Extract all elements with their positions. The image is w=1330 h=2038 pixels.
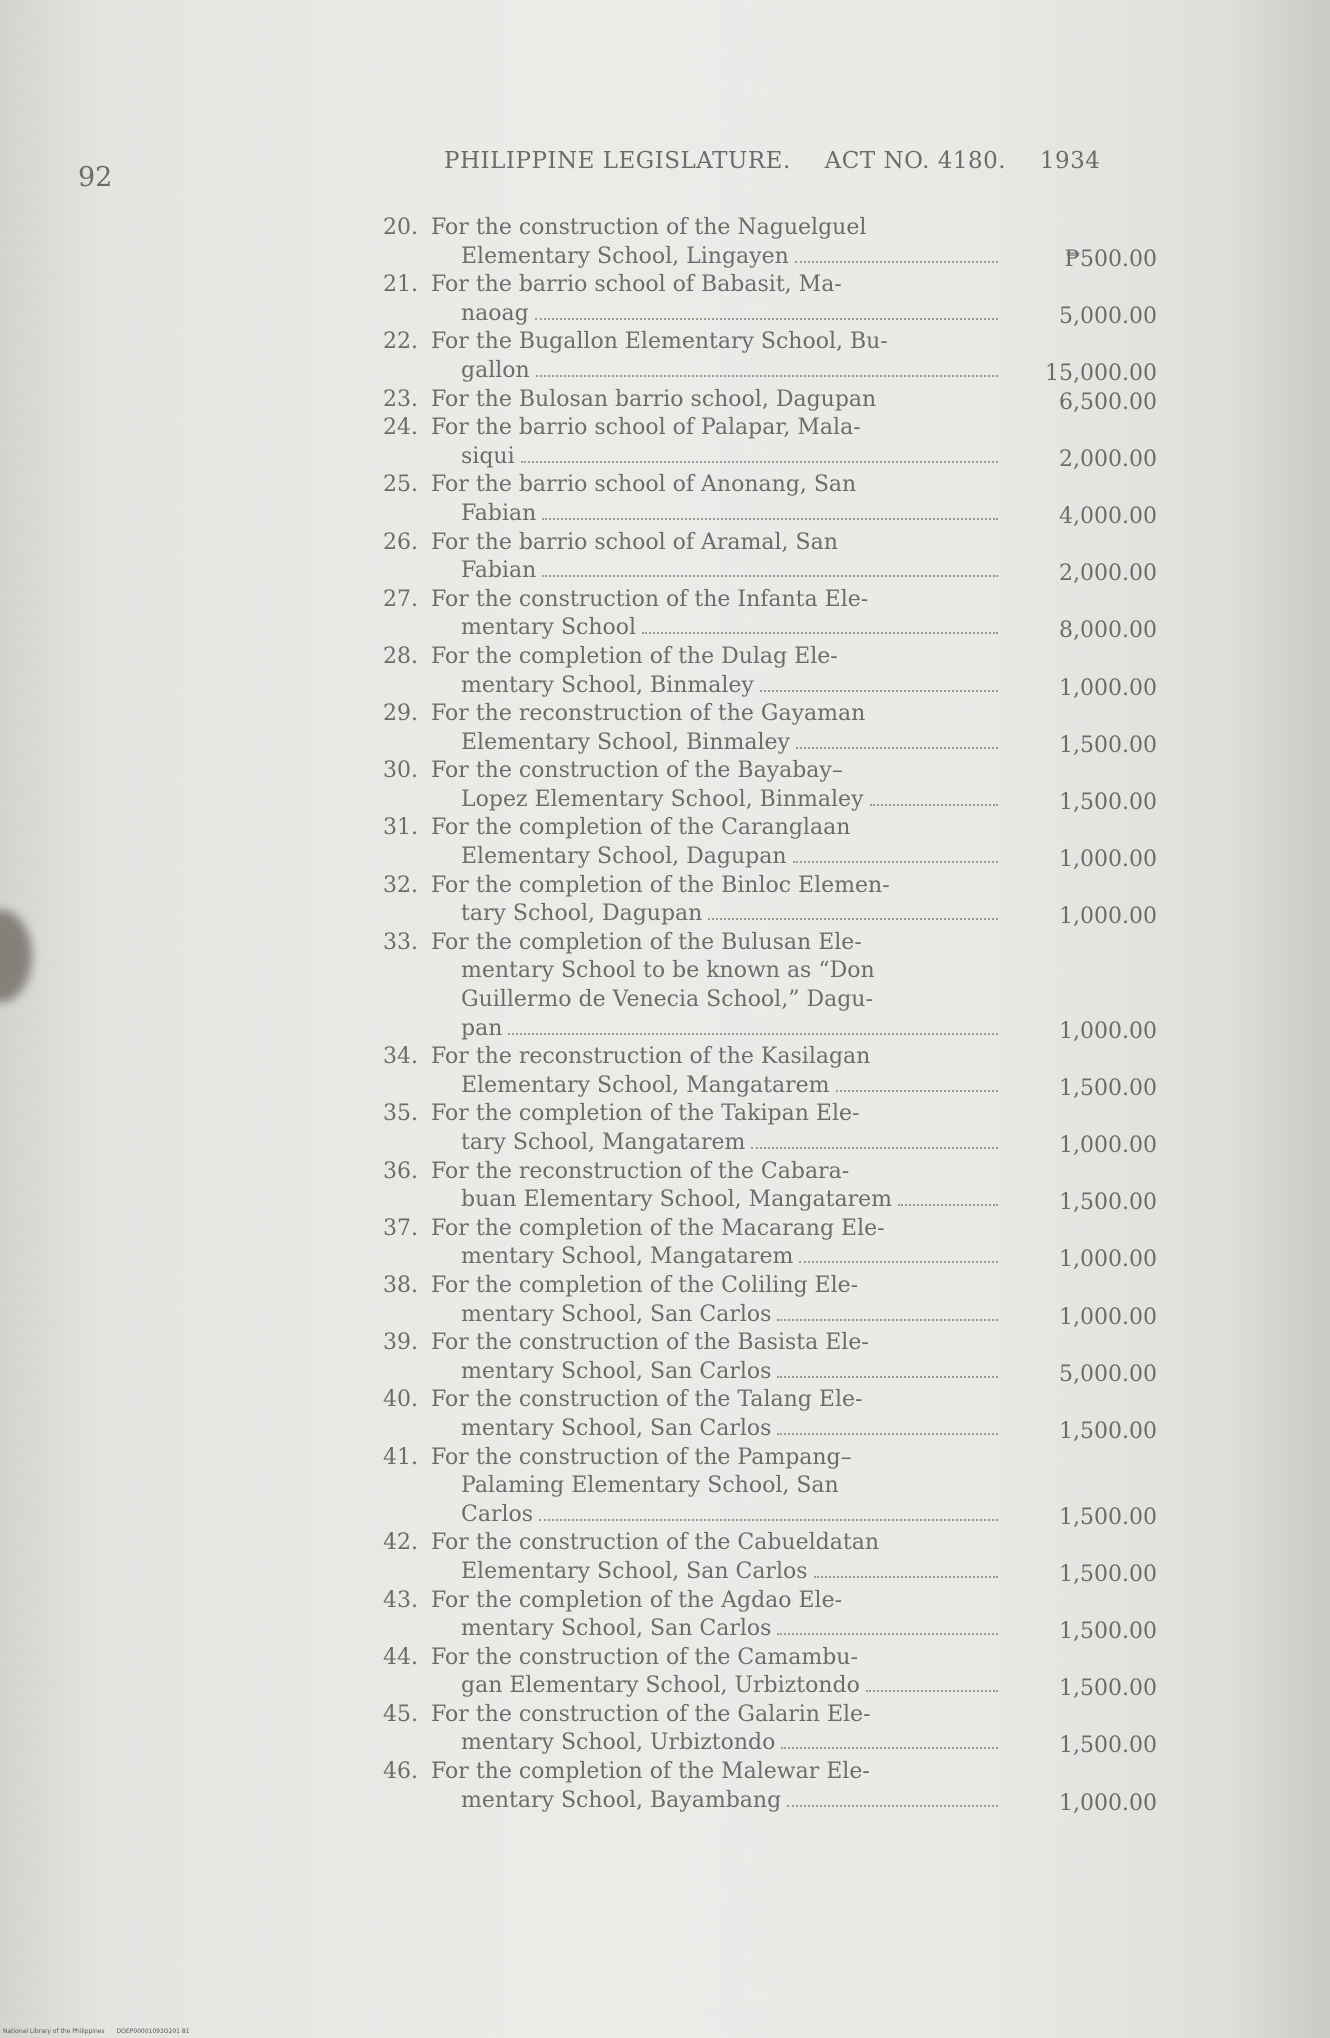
dot-leader [836, 1090, 999, 1092]
dot-leader [777, 1633, 998, 1635]
item-line-text: mentary School [461, 615, 637, 641]
item-description [431, 1758, 1330, 1815]
list-item [372, 1644, 1172, 1701]
item-line [461, 243, 1000, 272]
list-item [372, 414, 1172, 471]
item-amount: 15,000.00 [1045, 360, 1157, 386]
item-description [431, 414, 1330, 471]
item-number: 46. [383, 1759, 418, 1785]
item-amount: 1,500.00 [1059, 1676, 1157, 1702]
dot-leader [508, 1033, 998, 1035]
item-description [431, 386, 1330, 415]
item-number: 38. [383, 1272, 418, 1298]
item-line-text: Lopez Elementary School, Binmaley [461, 786, 864, 812]
item-amount: 1,000.00 [1059, 1133, 1157, 1158]
item-amount: 1,000.00 [1059, 904, 1157, 930]
item-line: Palaming Elementary School, San [461, 1473, 839, 1499]
item-amount: 2,000.00 [1059, 561, 1157, 587]
item-description [431, 929, 1330, 1043]
publication-title: PHILIPPINE LEGISLATURE. [444, 148, 791, 174]
item-number: 39. [383, 1330, 418, 1356]
item-description [431, 700, 1330, 757]
item-line [461, 1301, 1000, 1330]
item-line: For the completion of the Bulusan Ele- [431, 929, 862, 955]
item-line: For the barrio school of Palapar, Mala- [431, 415, 861, 441]
dot-leader [751, 1147, 998, 1149]
item-amount: 5,000.00 [1059, 1361, 1157, 1387]
item-line-text: Elementary School, Binmaley [461, 729, 790, 755]
item-amount: 1,500.00 [1059, 1075, 1157, 1101]
item-line [461, 1501, 1000, 1530]
item-line: For the Bugallon Elementary School, Bu- [431, 329, 888, 355]
dot-leader [777, 1376, 998, 1378]
item-number: 35. [383, 1101, 418, 1127]
dot-leader [521, 461, 998, 463]
item-number: 45. [383, 1701, 418, 1727]
item-number: 23. [383, 386, 418, 412]
item-amount: 1,000.00 [1059, 1247, 1157, 1273]
item-description [431, 1329, 1330, 1386]
list-item [372, 1701, 1172, 1758]
item-line: For the reconstruction of the Kasilagan [431, 1044, 871, 1070]
item-line [461, 357, 1000, 386]
item-description [431, 271, 1330, 328]
item-amount: ₱500.00 [1064, 246, 1157, 272]
item-line-text: naoag [461, 300, 529, 326]
item-number: 33. [383, 929, 418, 955]
list-item [372, 1329, 1172, 1386]
item-line-text: Elementary School, Dagupan [461, 844, 787, 870]
dot-leader [536, 375, 998, 377]
item-line: For the construction of the Pampang– [431, 1444, 852, 1470]
item-number: 26. [383, 529, 418, 555]
act-year: 1934 [1039, 148, 1101, 174]
item-line-text: gallon [461, 357, 530, 383]
item-number: 24. [383, 415, 418, 441]
item-number: 41. [383, 1444, 418, 1470]
item-line: For the construction of the Galarin Ele- [431, 1701, 871, 1727]
item-line [461, 443, 1000, 472]
item-amount: 1,500.00 [1059, 732, 1157, 758]
item-line-text: Fabian [461, 558, 537, 584]
item-number: 42. [383, 1530, 418, 1556]
list-item [372, 529, 1172, 586]
scan-thumb-shadow [0, 910, 32, 1002]
dot-leader [760, 690, 998, 692]
item-line-text: siqui [461, 443, 515, 469]
item-line-text: mentary School, Bayambang [461, 1787, 782, 1813]
item-line-text: buan Elementary School, Mangatarem [461, 1187, 893, 1213]
item-line: For the reconstruction of the Gayaman [431, 701, 866, 727]
list-item [372, 757, 1172, 814]
item-description [431, 643, 1330, 700]
item-description [431, 1043, 1330, 1100]
item-line: For the completion of the Coliling Ele- [431, 1272, 859, 1298]
item-description [431, 214, 1330, 271]
item-amount: 1,500.00 [1059, 1733, 1157, 1759]
item-line: For the completion of the Dulag Ele- [431, 643, 838, 669]
item-description [431, 1386, 1330, 1443]
item-line-text: mentary School, San Carlos [461, 1301, 772, 1327]
scan-footer [3, 2028, 200, 2035]
list-item [372, 1758, 1172, 1815]
item-line [461, 1415, 1000, 1444]
item-amount: 1,000.00 [1059, 675, 1157, 701]
item-line-text: Elementary School, Mangatarem [461, 1072, 830, 1098]
item-number: 37. [383, 1215, 418, 1241]
dot-leader [799, 1261, 998, 1263]
item-description [431, 872, 1330, 929]
item-line-text: mentary School, San Carlos [461, 1358, 772, 1384]
item-line [461, 1358, 1000, 1387]
dot-leader [542, 518, 998, 520]
item-amount: 1,500.00 [1059, 789, 1157, 815]
item-line: For the completion of the Agdao Ele- [431, 1587, 843, 1613]
act-number: ACT NO. 4180. [824, 148, 1007, 174]
item-description [431, 1444, 1330, 1530]
item-line [461, 1129, 1000, 1158]
item-description [431, 1644, 1330, 1701]
item-description [431, 1529, 1330, 1586]
item-number: 22. [383, 329, 418, 355]
item-line: For the reconstruction of the Cabara- [431, 1158, 850, 1184]
item-description [431, 1215, 1330, 1272]
dot-leader [793, 861, 998, 863]
item-line: For the barrio school of Aramal, San [431, 529, 838, 555]
item-line: For the completion of the Binloc Elemen- [431, 872, 890, 898]
item-amount: 1,500.00 [1059, 1418, 1157, 1444]
item-number: 30. [383, 758, 418, 784]
item-line-text: For the Bulosan barrio school, Dagupan [431, 386, 877, 412]
item-line-text: mentary School, Binmaley [461, 672, 754, 698]
list-item [372, 700, 1172, 757]
item-number: 20. [383, 215, 418, 240]
item-amount: 2,000.00 [1059, 446, 1157, 472]
item-description [431, 814, 1330, 871]
item-line [461, 843, 1000, 872]
footer-library: National Library of the Philippines [3, 2028, 105, 2035]
item-description [431, 757, 1330, 814]
item-number: 29. [383, 701, 418, 727]
dot-leader [642, 632, 998, 634]
item-description [431, 529, 1330, 586]
item-description [431, 1272, 1330, 1329]
item-amount: 1,500.00 [1059, 1190, 1157, 1216]
item-line: For the construction of the Cabueldatan [431, 1530, 879, 1556]
item-line: For the barrio school of Babasit, Ma- [431, 272, 842, 298]
list-item [372, 471, 1172, 528]
dot-leader [787, 1805, 998, 1807]
item-number: 34. [383, 1044, 418, 1070]
list-item [372, 214, 1172, 271]
item-number: 40. [383, 1387, 418, 1413]
dot-leader [542, 575, 998, 577]
dot-leader [708, 918, 998, 920]
item-line: For the construction of the Camambu- [431, 1644, 858, 1670]
item-line: For the completion of the Caranglaan [431, 815, 851, 841]
item-line [461, 1729, 1000, 1758]
list-item [372, 1158, 1172, 1215]
item-line-text: mentary School, San Carlos [461, 1415, 772, 1441]
list-item [372, 643, 1172, 700]
item-amount: 5,000.00 [1059, 303, 1157, 329]
dot-leader [535, 318, 998, 320]
list-item [372, 872, 1172, 929]
item-line [461, 500, 1000, 529]
dot-leader [777, 1433, 998, 1435]
item-line [461, 557, 1000, 586]
list-item [372, 386, 1172, 415]
item-amount: 8,000.00 [1059, 618, 1157, 644]
item-line [461, 900, 1000, 929]
list-item [372, 1100, 1172, 1157]
item-line: For the construction of the Basista Ele- [431, 1330, 869, 1356]
item-description [431, 471, 1330, 528]
item-line [461, 300, 1000, 329]
item-amount: 1,500.00 [1059, 1619, 1157, 1645]
item-line [461, 1072, 1000, 1101]
item-line-text: pan [461, 1015, 503, 1041]
item-line [461, 1615, 1000, 1644]
item-line [461, 1787, 1000, 1816]
item-line: For the construction of the Naguelguel [431, 215, 867, 240]
item-line: For the completion of the Macarang Ele- [431, 1215, 885, 1241]
item-line [461, 614, 1000, 643]
item-line: For the completion of the Takipan Ele- [431, 1101, 860, 1127]
list-item [372, 1215, 1172, 1272]
list-item [372, 1272, 1172, 1329]
item-line [461, 1015, 1000, 1044]
item-line-text: Elementary School, Lingayen [461, 243, 789, 269]
running-head [444, 148, 1126, 174]
item-amount: 6,500.00 [1059, 389, 1157, 415]
item-line-text: mentary School, Urbiztondo [461, 1730, 776, 1756]
item-line-text: mentary School, San Carlos [461, 1616, 772, 1642]
list-item [372, 586, 1172, 643]
item-description [431, 328, 1330, 385]
dot-leader [777, 1319, 998, 1321]
item-line: For the completion of the Malewar Ele- [431, 1759, 870, 1785]
item-number: 21. [383, 272, 418, 298]
list-item [372, 1444, 1172, 1530]
dot-leader [781, 1747, 998, 1749]
item-amount: 1,500.00 [1059, 1561, 1157, 1587]
item-description [431, 1158, 1330, 1215]
footer-code: DOEP00001093O201 81 [116, 2028, 190, 2035]
list-item [372, 328, 1172, 385]
list-item [372, 271, 1172, 328]
item-line-text: tary School, Dagupan [461, 901, 703, 927]
item-number: 32. [383, 872, 418, 898]
item-number: 25. [383, 472, 418, 498]
item-line-text: Elementary School, San Carlos [461, 1558, 808, 1584]
item-line-text: gan Elementary School, Urbiztondo [461, 1673, 860, 1699]
item-line [461, 1186, 1000, 1215]
item-line [461, 729, 1000, 758]
dot-leader [795, 261, 998, 263]
item-line [461, 1243, 1000, 1272]
item-number: 43. [383, 1587, 418, 1613]
item-number: 27. [383, 586, 418, 612]
list-item [372, 1587, 1172, 1644]
list-item [372, 1043, 1172, 1100]
list-item [372, 929, 1172, 1043]
item-description [431, 586, 1330, 643]
item-amount: 1,000.00 [1059, 1304, 1157, 1330]
item-description [431, 1701, 1330, 1758]
item-line: For the construction of the Bayabay– [431, 758, 843, 784]
item-line: mentary School to be known as “Don [461, 958, 875, 984]
item-line-text: Fabian [461, 500, 537, 526]
item-amount: 4,000.00 [1059, 503, 1157, 529]
item-line-text: Carlos [461, 1501, 534, 1527]
page-number: 92 [78, 162, 113, 193]
dot-leader [814, 1576, 998, 1578]
dot-leader [539, 1519, 998, 1521]
item-number: 44. [383, 1644, 418, 1670]
item-line [461, 1672, 1000, 1701]
item-line-text: mentary School, Mangatarem [461, 1244, 794, 1270]
item-number: 36. [383, 1158, 418, 1184]
dot-leader [796, 747, 998, 749]
item-line: For the construction of the Talang Ele- [431, 1387, 863, 1413]
list-item [372, 814, 1172, 871]
item-amount: 1,000.00 [1059, 1790, 1157, 1816]
item-amount: 1,000.00 [1059, 847, 1157, 873]
list-item [372, 1529, 1172, 1586]
item-line [431, 386, 970, 415]
item-line [461, 786, 1000, 815]
item-line [461, 1558, 1000, 1587]
item-description [431, 1100, 1330, 1157]
appropriation-list [372, 214, 1172, 1815]
item-amount: 1,500.00 [1059, 1504, 1157, 1530]
list-item [372, 1386, 1172, 1443]
item-line: Guillermo de Venecia School,” Dagu- [461, 987, 873, 1013]
item-amount: 1,000.00 [1059, 1018, 1157, 1044]
item-number: 31. [383, 815, 418, 841]
item-description [431, 1587, 1330, 1644]
item-number: 28. [383, 643, 418, 669]
item-line-text: tary School, Mangatarem [461, 1130, 746, 1155]
item-line [461, 672, 1000, 701]
item-line: For the construction of the Infanta Ele- [431, 586, 869, 612]
item-line: For the barrio school of Anonang, San [431, 472, 857, 498]
